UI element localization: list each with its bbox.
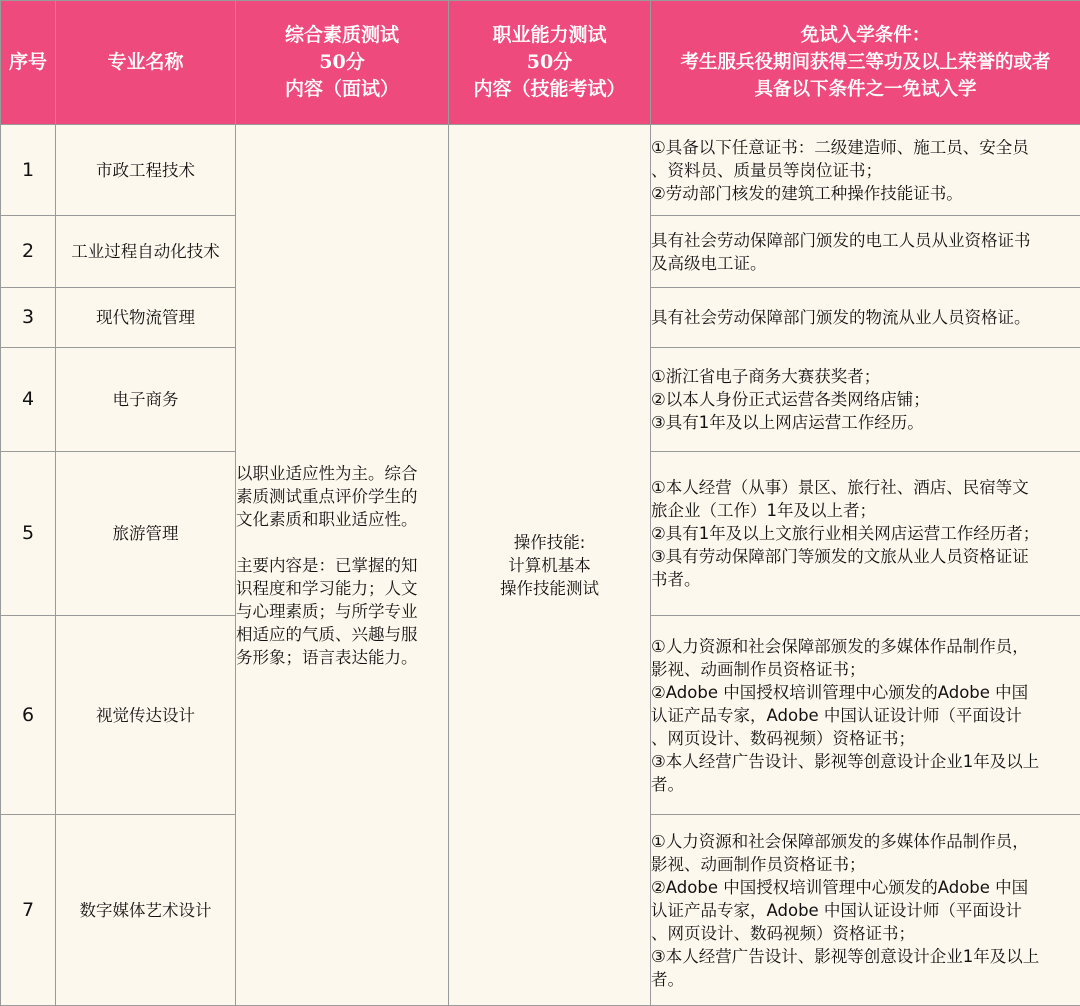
condition-line: ②劳动部门核发的建筑工种操作技能证书。 — [651, 182, 1080, 205]
comprehensive-text-line: 以职业适应性为主。综合 — [236, 462, 448, 485]
condition-line: ③本人经营广告设计、影视等创意设计企业1年及以上 — [651, 750, 1080, 773]
vocational-text-line: 操作技能测试 — [449, 577, 650, 600]
row-major: 旅游管理 — [56, 452, 236, 616]
row-conditions — [651, 348, 1080, 452]
condition-line: ①浙江省电子商务大赛获奖者； — [651, 365, 1080, 388]
condition-line: ③本人经营广告设计、影视等创意设计企业1年及以上 — [651, 945, 1080, 968]
row-seq: 5 — [1, 452, 56, 616]
row-major: 工业过程自动化技术 — [56, 216, 236, 288]
condition-line: ①本人经营（从事）景区、旅行社、酒店、民宿等文 — [651, 476, 1080, 499]
condition-line: 具有社会劳动保障部门颁发的电工人员从业资格证书 — [651, 229, 1080, 252]
row-conditions — [651, 616, 1080, 815]
row-conditions — [651, 815, 1080, 1006]
condition-line: ③具有1年及以上网店运营工作经历。 — [651, 411, 1080, 434]
comprehensive-text-line: 与心理素质；与所学专业 — [236, 600, 448, 623]
vocational-text-line: 计算机基本 — [449, 554, 650, 577]
condition-line: ①具备以下任意证书：二级建造师、施工员、安全员 — [651, 136, 1080, 159]
condition-line: ②具有1年及以上文旅行业相关网店运营工作经历者； — [651, 522, 1080, 545]
comprehensive-text-line: 相适应的气质、兴趣与服 — [236, 623, 448, 646]
row-seq: 7 — [1, 815, 56, 1006]
condition-line: 、资料员、质量员等岗位证书； — [651, 159, 1080, 182]
row-major: 现代物流管理 — [56, 288, 236, 348]
row-major: 视觉传达设计 — [56, 616, 236, 815]
condition-line: 、网页设计、数码视频）资格证书； — [651, 922, 1080, 945]
condition-line: ①人力资源和社会保障部颁发的多媒体作品制作员， — [651, 830, 1080, 853]
comprehensive-text-line: 素质测试重点评价学生的 — [236, 485, 448, 508]
row-seq: 6 — [1, 616, 56, 815]
condition-line: 及高级电工证。 — [651, 252, 1080, 275]
header-vocational-score: 50分 — [449, 49, 650, 76]
header-comprehensive-title: 综合素质测试 — [236, 22, 448, 49]
condition-line: 具有社会劳动保障部门颁发的物流从业人员资格证。 — [651, 306, 1080, 329]
condition-line: 影视、动画制作员资格证书； — [651, 658, 1080, 681]
condition-line: 认证产品专家，Adobe 中国认证设计师（平面设计 — [651, 704, 1080, 727]
condition-line: 书者。 — [651, 568, 1080, 591]
header-vocational-content: 内容（技能考试） — [449, 76, 650, 103]
header-exemption-line: 考生服兵役期间获得三等功及以上荣誉的或者 — [651, 49, 1080, 76]
row-conditions — [651, 125, 1080, 216]
header-exemption-line: 具备以下条件之一免试入学 — [651, 76, 1080, 103]
row-seq: 2 — [1, 216, 56, 288]
header-exemption-title: 免试入学条件： — [651, 22, 1080, 49]
vocational-test-content — [449, 125, 651, 1006]
comprehensive-text-line: 文化素质和职业适应性。 — [236, 508, 448, 531]
row-conditions — [651, 452, 1080, 616]
header-vocational — [449, 1, 651, 125]
comprehensive-text-line: 主要内容是：已掌握的知 — [236, 554, 448, 577]
header-seq: 序号 — [1, 1, 56, 125]
condition-line: 影视、动画制作员资格证书； — [651, 853, 1080, 876]
header-vocational-title: 职业能力测试 — [449, 22, 650, 49]
condition-line: 旅企业（工作）1年及以上者； — [651, 499, 1080, 522]
comprehensive-text-line: 务形象；语言表达能力。 — [236, 646, 448, 669]
row-major: 电子商务 — [56, 348, 236, 452]
vocational-text-line: 操作技能: — [449, 531, 650, 554]
condition-line: 者。 — [651, 968, 1080, 991]
header-comprehensive — [236, 1, 449, 125]
comprehensive-test-content — [236, 125, 449, 1006]
header-comprehensive-score: 50分 — [236, 49, 448, 76]
row-major: 市政工程技术 — [56, 125, 236, 216]
header-exemption — [651, 1, 1080, 125]
condition-line: ②Adobe 中国授权培训管理中心颁发的Adobe 中国 — [651, 876, 1080, 899]
condition-line: 、网页设计、数码视频）资格证书； — [651, 727, 1080, 750]
row-seq: 1 — [1, 125, 56, 216]
condition-line: ③具有劳动保障部门等颁发的文旅从业人员资格证证 — [651, 545, 1080, 568]
row-seq: 3 — [1, 288, 56, 348]
header-major: 专业名称 — [56, 1, 236, 125]
comprehensive-text-line: 识程度和学习能力；人文 — [236, 577, 448, 600]
row-seq: 4 — [1, 348, 56, 452]
row-conditions — [651, 216, 1080, 288]
condition-line: 认证产品专家，Adobe 中国认证设计师（平面设计 — [651, 899, 1080, 922]
header-row — [1, 1, 1080, 125]
condition-line: 者。 — [651, 773, 1080, 796]
row-conditions — [651, 288, 1080, 348]
condition-line: ②Adobe 中国授权培训管理中心颁发的Adobe 中国 — [651, 681, 1080, 704]
header-comprehensive-content: 内容（面试） — [236, 76, 448, 103]
table-row — [1, 125, 1080, 216]
condition-line: ②以本人身份正式运营各类网络店铺； — [651, 388, 1080, 411]
condition-line: ①人力资源和社会保障部颁发的多媒体作品制作员， — [651, 635, 1080, 658]
row-major: 数字媒体艺术设计 — [56, 815, 236, 1006]
